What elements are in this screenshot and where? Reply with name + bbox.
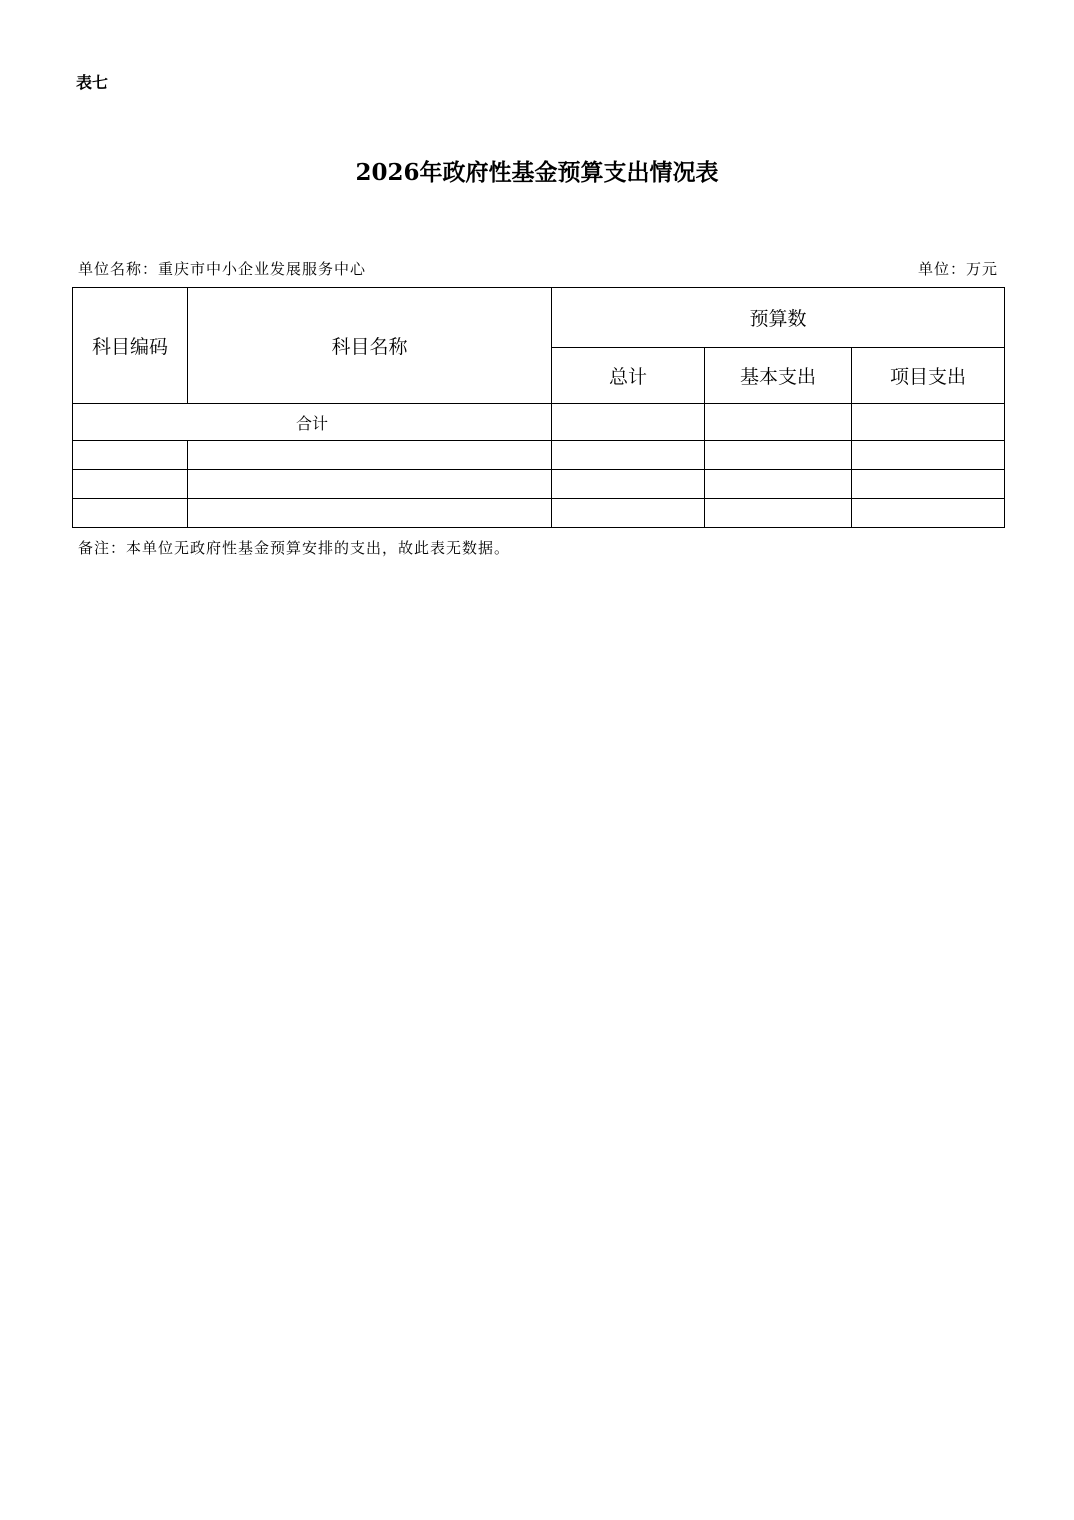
total-row-total [552,404,705,441]
table-note: 备注：本单位无政府性基金预算安排的支出，故此表无数据。 [78,539,511,557]
page-title: 2026年政府性基金预算支出情况表 [355,159,719,186]
row-code [73,470,188,499]
row-total [552,499,705,528]
row-total [552,470,705,499]
row-project [852,499,1005,528]
table-row [73,499,1005,528]
total-row [73,404,1005,441]
header-project: 项目支出 [852,348,1005,404]
table-row [73,441,1005,470]
budget-table [72,287,1005,528]
row-code [73,499,188,528]
total-row-project [852,404,1005,441]
row-code [73,441,188,470]
row-basic [705,499,852,528]
row-name [188,499,552,528]
row-project [852,441,1005,470]
header-total: 总计 [552,348,705,404]
row-basic [705,441,852,470]
header-row-1 [73,288,1005,348]
header-basic: 基本支出 [705,348,852,404]
total-row-label: 合计 [73,404,552,441]
header-code: 科目编码 [73,288,188,404]
total-row-basic [705,404,852,441]
row-basic [705,470,852,499]
table-row [73,470,1005,499]
row-total [552,441,705,470]
header-name: 科目名称 [188,288,552,404]
unit-name-label: 单位名称：重庆市中小企业发展服务中心 [78,260,367,278]
currency-unit-label: 单位：万元 [917,260,998,278]
row-name [188,470,552,499]
row-name [188,441,552,470]
table-number: 表七 [76,73,109,92]
header-budget-group: 预算数 [552,288,1005,348]
row-project [852,470,1005,499]
